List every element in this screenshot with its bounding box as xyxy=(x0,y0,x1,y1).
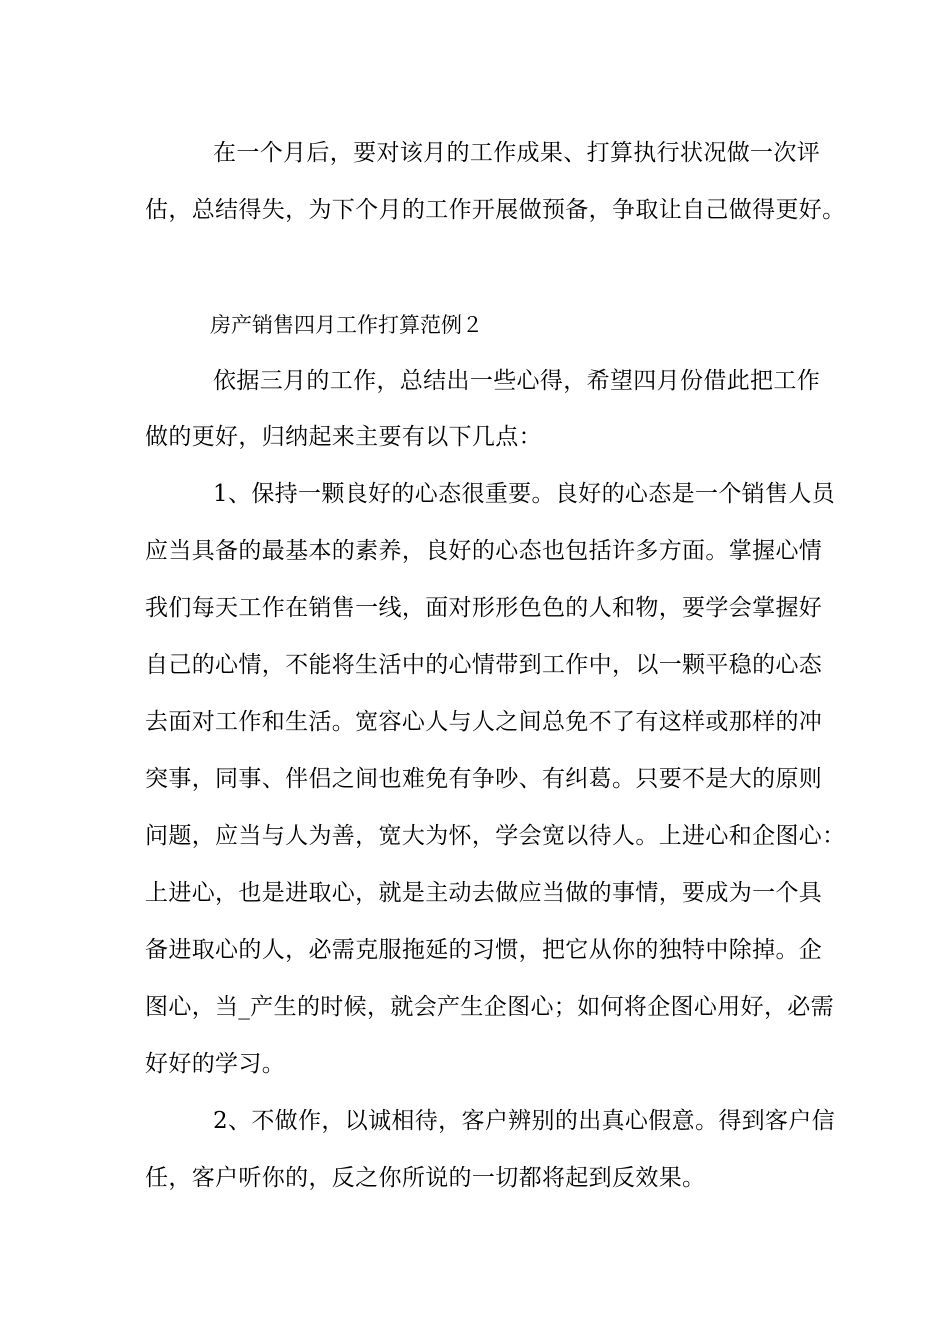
paragraph-3-line-1: 1、保持一颗良好的心态很重要。良好的心态是一个销售人员 xyxy=(213,481,836,507)
paragraph-4-line-2: 任，客户听你的，反之你所说的一切都将起到反效果。 xyxy=(145,1165,706,1191)
paragraph-3-line-8: 上进心，也是进取心，就是主动去做应当做的事情，要成为一个具 xyxy=(145,880,823,906)
section-heading: 房产销售四月工作打算范例２ xyxy=(210,313,483,337)
paragraph-3-line-9: 备进取心的人，必需克服拖延的习惯，把它从你的独特中除掉。企 xyxy=(145,937,823,963)
paragraph-3-line-3: 我们每天工作在销售一线，面对形形色色的人和物，要学会掌握好 xyxy=(145,595,823,621)
paragraph-3-line-10: 图心，当_产生的时候，就会产生企图心；如何将企图心用好，必需 xyxy=(145,994,834,1020)
paragraph-3-line-11: 好好的学习。 xyxy=(145,1051,286,1077)
paragraph-1-line-1: 在一个月后，要对该月的工作成果、打算执行状况做一次评 xyxy=(213,140,821,166)
paragraph-1-line-2: 估，总结得失，为下个月的工作开展做预备，争取让自己做得更好。 xyxy=(145,197,846,223)
paragraph-3-line-5: 去面对工作和生活。宽容心人与人之间总免不了有这样或那样的冲 xyxy=(145,709,823,735)
paragraph-3-line-2: 应当具备的最基本的素养，良好的心态也包括许多方面。掌握心情 xyxy=(145,538,823,564)
paragraph-2-line-2: 做的更好，归纳起来主要有以下几点： xyxy=(145,424,542,450)
paragraph-3-line-4: 自己的心情，不能将生活中的心情带到工作中，以一颗平稳的心态 xyxy=(145,652,823,678)
paragraph-3-line-7: 问题，应当与人为善，宽大为怀，学会宽以待人。上进心和企图心： xyxy=(145,823,846,849)
paragraph-4-line-1: 2、不做作，以诚相待，客户辨别的出真心假意。得到客户信 xyxy=(213,1108,836,1134)
paragraph-2-line-1: 依据三月的工作，总结出一些心得，希望四月份借此把工作 xyxy=(213,368,821,394)
paragraph-3-line-6: 突事，同事、伴侣之间也难免有争吵、有纠葛。只要不是大的原则 xyxy=(145,766,823,792)
